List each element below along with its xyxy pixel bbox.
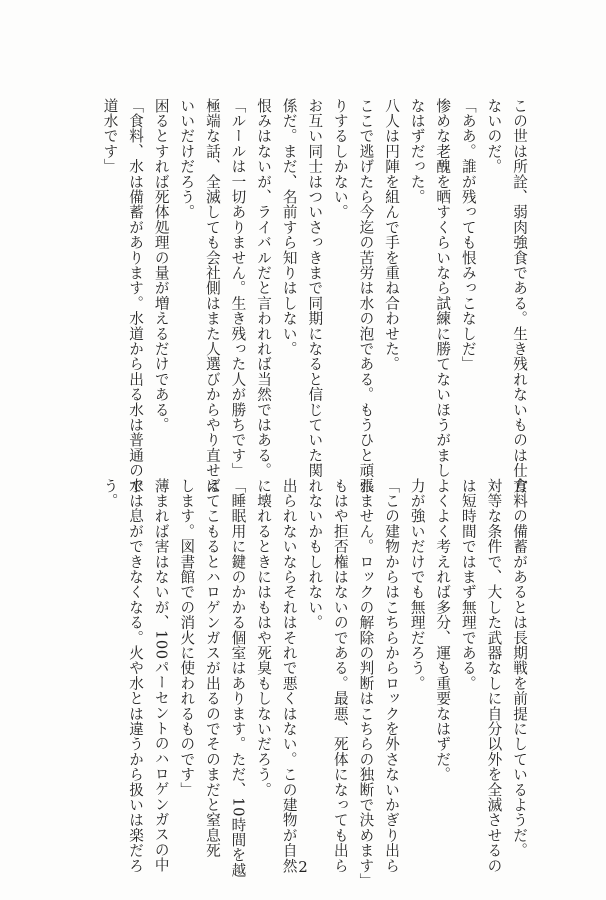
text-line: よくよく考えれば多分、運も重要なはずだ。 — [434, 478, 452, 782]
text-line: もはや拒否権はないのである。最悪、死体になっても出ら — [331, 478, 349, 874]
text-line: 「食料、水は備蓄があります。水道から出る水は普通の水 — [127, 98, 145, 494]
text-line: いいだけだろう。 — [178, 98, 196, 220]
text-line: 困るとすれば死体処理の量が増えるだけである。 — [152, 98, 170, 433]
text-line: 惨めな老醜を晒すくらいなら試練に勝てないほうがまし — [434, 98, 452, 478]
text-line: ないのだ。 — [485, 98, 503, 174]
page-number: 2 — [298, 858, 308, 876]
text-line: 対等な条件で、大した武器なしに自分以外を全滅させるの — [485, 478, 503, 874]
text-line: では息ができなくなる。火や水とは違うから扱いは楽だろ — [127, 478, 145, 874]
text-block-bottom — [97, 478, 532, 889]
text-line: う。 — [101, 478, 119, 509]
text-line: れないかもしれない。 — [306, 478, 324, 630]
text-block-top — [97, 98, 532, 494]
text-line: えてこもるとハロゲンガスが出るのでそのまだと窒息死 — [203, 478, 221, 858]
text-line: りするしかない。 — [331, 98, 349, 220]
text-line: 「ああ。誰が残っても恨みっこなしだ」 — [459, 98, 477, 372]
text-line: 力が強いだけでも無理だろう。 — [408, 478, 426, 691]
text-line: 薄まれば害はないが、100パーセントのハロゲンガスの中 — [152, 478, 170, 873]
text-line: は短時間ではまず無理である。 — [459, 478, 477, 691]
text-line: 「この建物からはこちらからロックを外さないかぎり出ら — [383, 478, 401, 874]
text-line: なはずだった。 — [408, 98, 426, 205]
text-line: 「睡眠用に鍵のかかる個室はあります。ただ、10時間を越 — [229, 478, 247, 878]
text-line: 出られないならそれはそれで悪くはない。この建物が自然 — [280, 478, 298, 874]
text-line: 極端な話、全滅しても会社側はまた人選びからやり直せば — [203, 98, 221, 494]
text-line: この世は所詮、弱肉強食である。生き残れないものは仕方 — [511, 98, 528, 494]
text-line: 恨みはないが、ライバルだと言われれば当然ではある。 — [255, 98, 273, 478]
text-line: 食料の備蓄があるとは長期戦を前提にしているようだ。 — [511, 478, 528, 858]
text-line: お互い同士はついさっきまで同期になると信じていた関 — [306, 98, 324, 478]
text-line: れません。ロックの解除の判断はこちらの独断で決めます」 — [357, 478, 375, 889]
text-line: 「ルールは一切ありません。生き残った人が勝ちです」 — [229, 98, 247, 478]
text-line: 道水です」 — [101, 98, 119, 174]
text-line: します。図書館での消火に使われるものです」 — [178, 478, 196, 798]
text-line: に壊れるときにはもはや死臭もしないだろう。 — [255, 478, 273, 798]
text-line: ここで逃げたら今迄の苦労は水の泡である。もうひと頑張 — [357, 98, 375, 494]
text-line: 係だ。まだ、名前すら知りはしない。 — [280, 98, 298, 357]
text-line: 八人は円陣を組んで手を重ね合わせた。 — [383, 98, 401, 372]
